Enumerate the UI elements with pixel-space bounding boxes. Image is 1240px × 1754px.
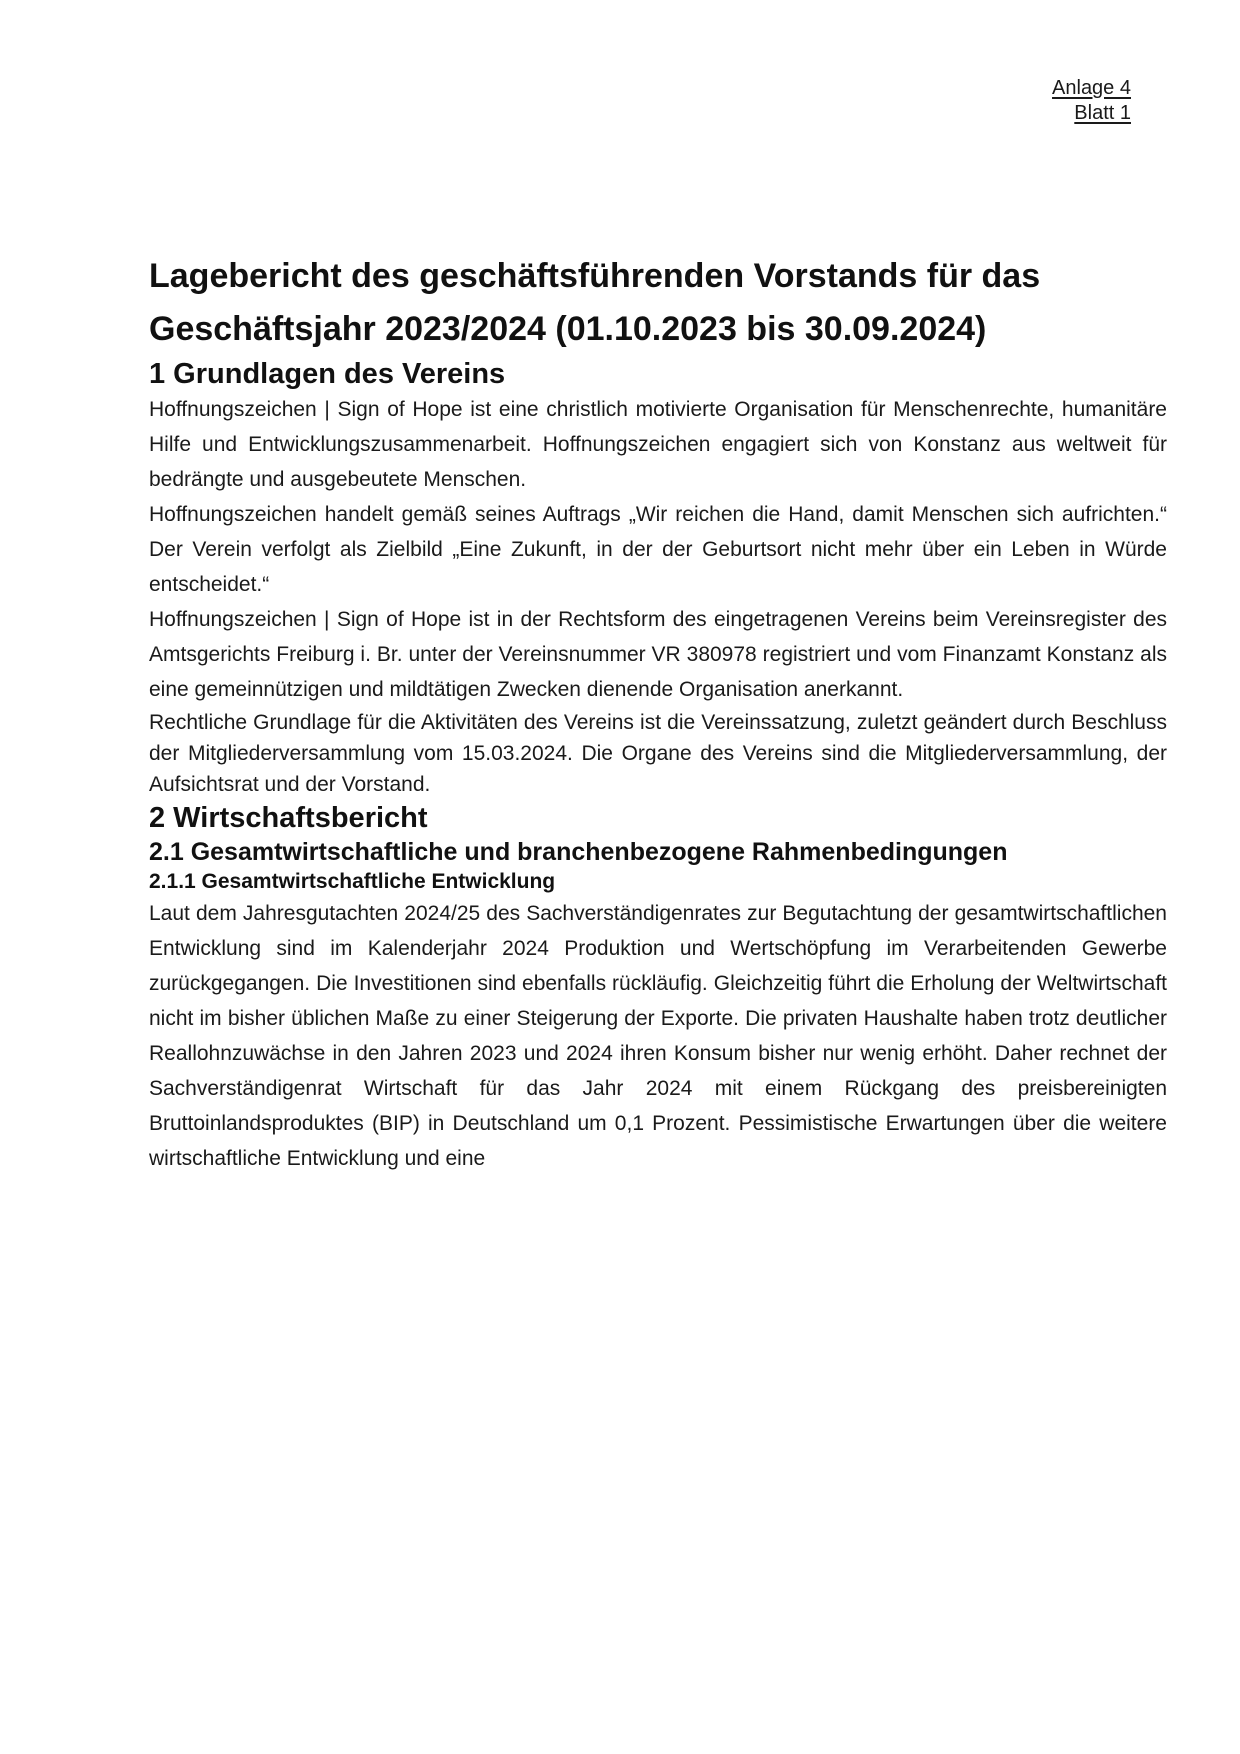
section-2-heading: 2 Wirtschaftsbericht — [149, 802, 428, 834]
section-1-paragraph-1: Hoffnungszeichen | Sign of Hope ist eine christlich motivierte Organisation für Menschenrechte, humanitäre Hilfe und Entwicklungszusammenarbeit. Hoffnungszeichen engagiert sich von Konstanz aus weltweit für bedrängte und ausgebeutete Menschen. — [149, 398, 1167, 491]
section-1-paragraph-3: Hoffnungszeichen | Sign of Hope ist in der Rechtsform des eingetragenen Vereins beim Vereinsregister des Amtsgerichts Freiburg i. Br. unter der Vereinsnummer VR 380978 registriert und vom Finanzamt Konstanz als eine gemeinnützigen und mildtätigen Zwecken dienende Organisation anerkannt. — [149, 608, 1167, 701]
sheet-number: Blatt 1 — [1074, 102, 1131, 124]
title-line-1: Lagebericht des geschäftsführenden Vorstands für das — [149, 257, 1041, 295]
section-1-paragraph-4: Rechtliche Grundlage für die Aktivitäten des Vereins ist die Vereinssatzung, zuletzt geändert durch Beschluss der Mitgliederversammlung vom 15.03.2024. Die Organe des Vereins sind die Mitgliederversammlung, der Aufsichtsrat und der Vorstand. — [149, 711, 1167, 796]
section-2-1-1-heading: 2.1.1 Gesamtwirtschaftliche Entwicklung — [149, 870, 556, 893]
annex-label — [1052, 76, 1131, 126]
title-line-2: Geschäftsjahr 2023/2024 (01.10.2023 bis 30.09.2024) — [149, 310, 987, 348]
section-1-heading: 1 Grundlagen des Vereins — [149, 358, 506, 390]
section-2-1-1-paragraph: Laut dem Jahresgutachten 2024/25 des Sachverständigenrates zur Begutachtung der gesamtwirtschaftlichen Entwicklung sind im Kalenderjahr 2024 Produktion und Wertschöpfung im Verarbeitenden Gewerbe zurückgegangen. Die Investitionen sind ebenfalls rückläufig. Gleichzeitig führt die Erholung der Weltwirtschaft nicht im bisher üblichen Maße zu einer Steigerung der Exporte. Die privaten Haushalte haben trotz deutlicher Reallohnzuwächse in den Jahren 2023 und 2024 ihren Konsum bisher nur wenig erhöht. Daher rechnet der Sachverständigenrat Wirtschaft für das Jahr 2024 mit einem Rückgang des preisbereinigten Bruttoinlandsproduktes (BIP) in Deutschland um 0,1 Prozent. Pessimistische Erwartungen über die weitere wirtschaftliche Entwicklung und eine — [149, 902, 1167, 1170]
section-2-1-heading: 2.1 Gesamtwirtschaftliche und branchenbezogene Rahmenbedingungen — [149, 838, 1008, 866]
section-1-paragraph-2: Hoffnungszeichen handelt gemäß seines Auftrags „Wir reichen die Hand, damit Menschen sich aufrichten.“ Der Verein verfolgt als Zielbild „Eine Zukunft, in der der Geburtsort nicht mehr über ein Leben in Würde entscheidet.“ — [149, 503, 1167, 596]
annex-number: Anlage 4 — [1052, 77, 1131, 99]
document-title — [149, 250, 1167, 356]
document-body — [149, 250, 1167, 1176]
